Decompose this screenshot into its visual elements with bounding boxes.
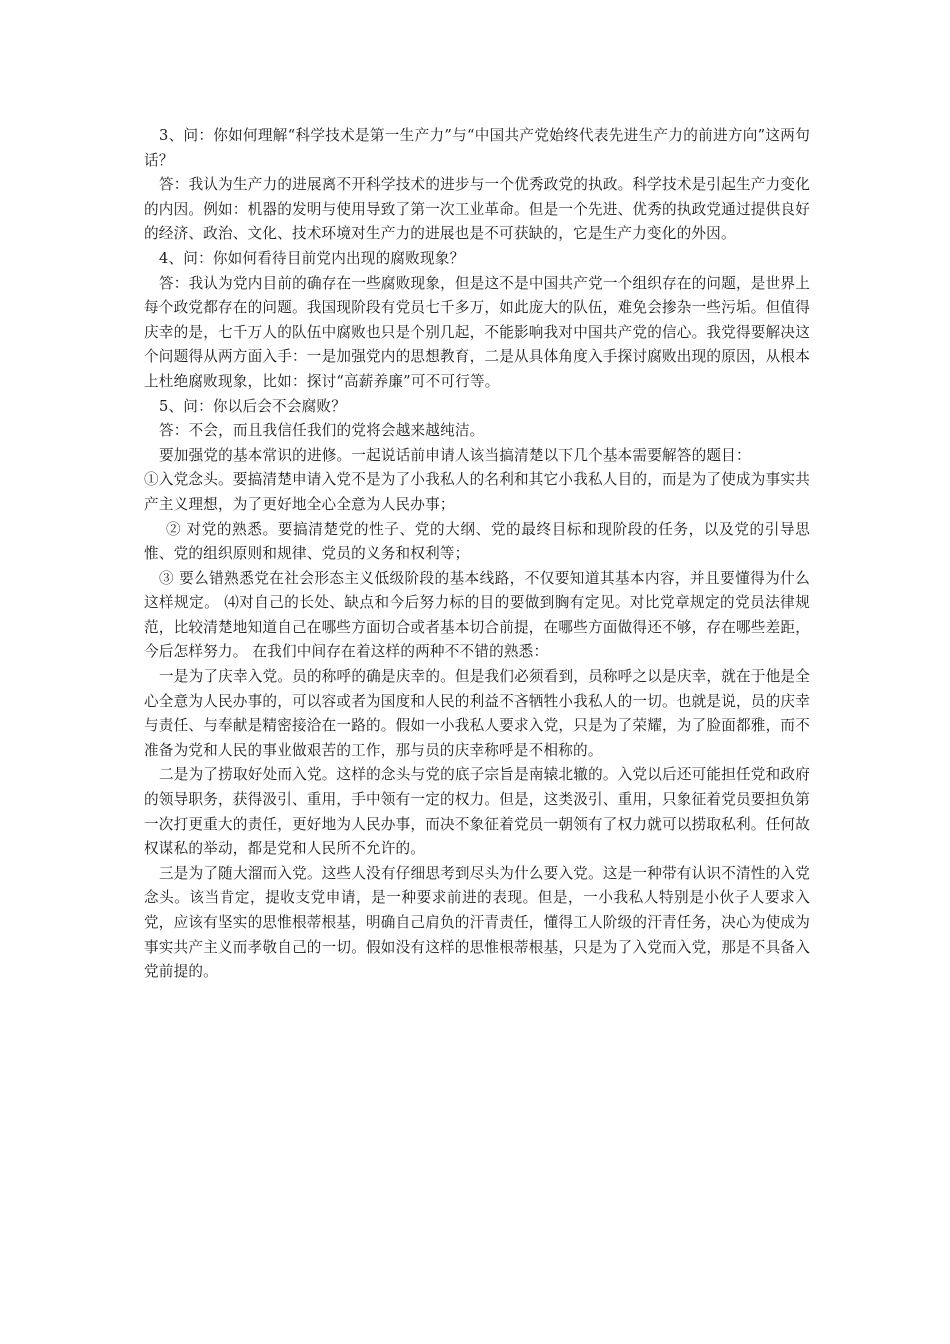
answer-4: 答：我认为党内目前的确存在一些腐败现象，但是这不是中国共产党一个组织存在的问题，是世界上每个政党都存在的问题。我国现阶段有党员七千多万，如此庞大的队伍，难免会掺杂一些污垢。但值得庆幸的是，七千万人的队伍中腐败也只是个别几起，不能影响我对中国共产党的信心。我党得要解决这个问题得从两方面入手：一是加强党内的思想教育，二是从具体角度入手探讨腐败出现的原因，从根本上杜绝腐败现象，比如：探讨“高薪养廉”可不可行等。 bbox=[144, 274, 810, 390]
intro-paragraph: 要加强党的基本常识的进修。一起说话前申请人该当搞清楚以下几个基本需要解答的题目： bbox=[159, 446, 751, 464]
document-body bbox=[144, 124, 810, 985]
answer-3: 答：我认为生产力的进展离不开科学技术的进步与一个优秀政党的执政。科学技术是引起生产力变化的内因。例如：机器的发明与使用导致了第一次工业革命。但是一个先进、优秀的执政党通过提供良好的经济、政治、文化、技术环境对生产力的进展也是不可获缺的，它是生产力变化的外因。 bbox=[144, 176, 810, 243]
item-3-basic-line: ③ 要么错熟悉党在社会形态主义低级阶段的基本线路，不仅要知道其基本内容，并且要懂得为什么这样规定。 ⑷对自己的长处、缺点和今后努力标的目的要做到胸有定见。对比党章规定的党员法律规范，比较清楚地知道自己在哪些方面切合或者基本切合前提，在哪些方面做得还不够，存在哪些差距，今后怎样努力。 在我们中间存在着这样的两种不不错的熟悉： bbox=[144, 569, 810, 661]
question-5: 5、问：你以后会不会腐败？ bbox=[159, 397, 347, 415]
wrong-view-2: 二是为了捞取好处而入党。这样的念头与党的底子宗旨是南辕北辙的。入党以后还可能担任党和政府的领导职务，获得汲引、重用，手中领有一定的权力。但是，这类汲引、重用，只象征着党员要担负第一次打更重大的责任，更好地为人民办事，而决不象征着党员一朝领有了权力就可以捞取私利。任何故权谋私的举动，都是党和人民所不允许的。 bbox=[144, 766, 810, 858]
answer-5: 答：不会，而且我信任我们的党将会越来越纯洁。 bbox=[159, 422, 485, 440]
wrong-view-1: 一是为了庆幸入党。员的称呼的确是庆幸的。但是我们必须看到，员称呼之以是庆幸，就在于他是全心全意为人民办事的，可以容或者为国度和人民的利益不吝牺牲小我私人的一切。也就是说，员的庆幸与责任、与奉献是精密接洽在一路的。假如一小我私人要求入党，只是为了荣耀，为了脸面都雅，而不准备为党和人民的事业做艰苦的工作，那与员的庆幸称呼是不相称的。 bbox=[144, 668, 810, 759]
question-4: 4、问：你如何看待目前党内出现的腐败现象？ bbox=[159, 249, 465, 267]
item-2-understanding: ② 对党的熟悉。要搞清楚党的性子、党的大纲、党的最终目标和现阶段的任务，以及党的引导思惟、党的组织原则和规律、党员的义务和权利等； bbox=[144, 520, 810, 563]
item-1-motivation: ①入党念头。要搞清楚申请入党不是为了小我私人的名利和其它小我私人目的，而是为了使成为事实共产主义理想，为了更好地全心全意为人民办事； bbox=[144, 471, 810, 513]
wrong-view-3: 三是为了随大溜而入党。这些人没有仔细思考到尽头为什么要入党。这是一种带有认识不清性的入党念头。该当肯定，提收支党申请，是一种要求前进的表现。但是，一小我私人特别是小伙子人要求入党，应该有坚实的思惟根蒂根基，明确自己肩负的汗青责任，懂得工人阶级的汗青任务，决心为使成为事实共产主义而孝敬自己的一切。假如没有这样的思惟根蒂根基，只是为了入党而入党，那是不具备入党前提的。 bbox=[144, 864, 810, 981]
question-3: 3、问：你如何理解“科学技术是第一生产力”与“中国共产党始终代表先进生产力的前进方向”这两句话？ bbox=[144, 127, 810, 169]
